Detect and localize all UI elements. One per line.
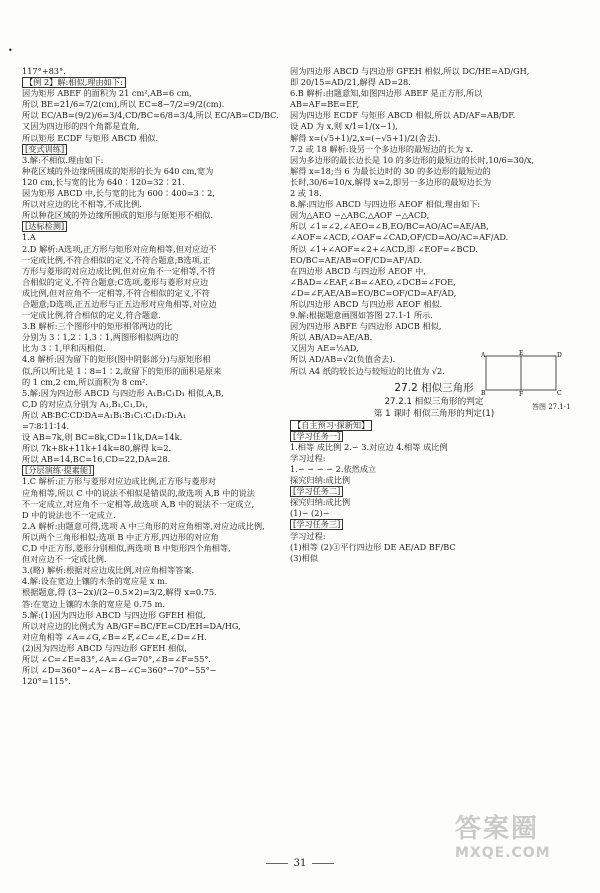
text-line: 所以 A4 纸的较长边与较短边的比值为 √2. bbox=[290, 365, 445, 376]
text-line: 学习过程: bbox=[290, 530, 326, 541]
watermark-logo bbox=[455, 808, 585, 878]
text-line: 1.C 解析:正方形与菱形对应边成比例,正方形与菱形对 bbox=[22, 476, 216, 487]
text-line bbox=[22, 144, 280, 155]
text-line: C,D 的对应点分别为 A₁,B₁,C₁,D₁, bbox=[22, 398, 148, 409]
answer-figure bbox=[480, 350, 562, 400]
text-line: 所以对应边的比不相等,不成比例. bbox=[22, 199, 142, 210]
page-number: 31 bbox=[0, 858, 600, 869]
text-line: 又因为四边形的四个角都是直角, bbox=[22, 121, 140, 132]
label-b: B bbox=[481, 390, 486, 397]
text-line bbox=[290, 486, 578, 497]
label-d: D bbox=[557, 352, 562, 359]
text-line: AB=AF=BE=EF, bbox=[290, 99, 360, 110]
text-line: 又因为 AE=½AD, bbox=[290, 343, 359, 354]
text-line: 2.D 解析:A选项,正方形与矩形对应角相等,但对应边不 bbox=[22, 243, 217, 254]
section-heading: 【例 2】解:相似,理由如下: bbox=[22, 77, 126, 88]
section-title: 27.2.1 相似三角形的判定 bbox=[384, 396, 484, 407]
text-line: C,D 中正方形,菱形分别相似,两选项 B 中矩形四个角相等, bbox=[22, 543, 231, 554]
text-line: 方形与菱形的对应边成比例,但对应角不一定相等,不符 bbox=[22, 265, 216, 276]
text-line: 2 或 18. bbox=[290, 188, 322, 199]
figure-caption: 答图 27.1-1 bbox=[532, 403, 571, 411]
text-line: 8.解:四边形 ABCD 与四边形 AEOF 相似,理由如下: bbox=[290, 199, 481, 210]
text-line: (1)相等 (2)①平行四边形 DE AE/AD BF/BC bbox=[290, 541, 456, 552]
text-line: (1)∽ (2)∽ bbox=[290, 508, 330, 519]
text-line: 所以种花区域的外边缘所围成的矩形与原矩形不相似. bbox=[22, 210, 213, 221]
text-line: 所以 BE=21/6=7/2(cm),所以 EC=8−7/2=9/2(cm). bbox=[22, 99, 225, 110]
text-line: 所以 AB=14,BC=16,CD=22,DA=28. bbox=[22, 454, 171, 465]
text-line: 因为矩形 ABEF 的面积为 21 cm²,AB=6 cm, bbox=[22, 88, 192, 99]
section-heading: [分层演练·提素能] bbox=[22, 465, 94, 476]
text-line: 所以 EC/AB=(9/2)/6=3/4,CD/BC=6/8=3/4,所以 EC/AB=CD/BC. bbox=[22, 110, 279, 121]
text-line bbox=[22, 465, 280, 476]
text-line: 所以 ∠1+∠AOF=∠2+∠ACD,即 ∠EOF=∠BCD. bbox=[290, 243, 478, 254]
text-line: 9.解:根据题意画图如答图 27.1-1 所示. bbox=[290, 310, 433, 321]
section-heading: [学习任务二] bbox=[290, 486, 343, 497]
text-line: 答:在宽边上镶的木条的宽应是 0.75 m. bbox=[22, 598, 165, 609]
text-line: 成比例,但对应角不一定相等,不符合相似的定义,不符 bbox=[22, 287, 210, 298]
lesson-title: 第 1 课时 相似三角形的判定(1) bbox=[373, 408, 495, 419]
text-line: 应角相等,所以 C 中的说法不相似是错误的,故选项 A,B 中的说法 bbox=[22, 487, 255, 498]
text-line bbox=[290, 420, 578, 431]
text-line: 合相似的定义,不符合题意;C选项,菱形与菱形对应边 bbox=[22, 276, 209, 287]
text-line: 学习过程: bbox=[290, 452, 326, 463]
text-line: 4.8 解析:因为留下的矩形(图中阴影部分)与原矩形相 bbox=[22, 354, 211, 365]
text-line: 所以 7k+8k+11k+14k=80,解得 k=2. bbox=[22, 443, 172, 454]
text-line: 6.B 解析:由题意知,如图四边形 ABEF 是正方形,所以 bbox=[290, 88, 483, 99]
section-heading: [达标检测] bbox=[22, 221, 67, 232]
text-line: EO/BC=AE/AB=OF/CD=AF/AD. bbox=[290, 254, 423, 265]
text-line: 根据题意,得 (3−2x)/(2−0.5×2)=3/2,解得 x=0.75. bbox=[22, 587, 217, 598]
text-line: ∠D=∠F,AE/AB=EO/BC=OF/CD=AF/AD, bbox=[290, 287, 457, 298]
text-line: 但对应边不一定成比例. bbox=[22, 554, 107, 565]
text-line: 3.(略) 解析:根据对应边成比例,对应角相等答案. bbox=[22, 565, 195, 576]
text-line: 所以 ∠C=∠E=83°,∠A=∠G=70°,∠B=∠F=55°. bbox=[22, 653, 212, 664]
text-line: 在四边形 ABCD 与四边形 AEOF 中, bbox=[290, 265, 426, 276]
text-line: 不一定成立,对应角不一定相等,故选项 A,B 中的说法不一定成立, bbox=[22, 498, 255, 509]
text-line: (3)相似 bbox=[290, 552, 318, 563]
text-line: 所以 AB∶BC∶CD∶DA=A₁B₁∶B₁C₁∶C₁D₁∶D₁A₁ bbox=[22, 409, 187, 420]
section-heading: 【自主预习·探新知】 bbox=[290, 420, 372, 431]
text-line: 120 cm,长与宽的比为 640∶120=32∶21. bbox=[22, 176, 185, 187]
text-line: 2.A 解析:由题意可得,选项 A 中三角形的对应角相等,对应边成比例, bbox=[22, 520, 265, 531]
text-line bbox=[22, 77, 280, 88]
text-line: 所以 AD/AB=√2(负值舍去). bbox=[290, 354, 396, 365]
text-line: 所以四边形 ABCD 与四边形 AEOF 相似. bbox=[290, 298, 443, 309]
text-line: 合题意;D选项,正五边形与正五边形对应角相等,对应边 bbox=[22, 298, 217, 309]
text-line: 所以 ∠1=∠2,∠AEO=∠B,EO/BC=AO/AC=AE/AB, bbox=[290, 221, 489, 232]
text-line: 的 1 cm,2 cm,所以面积为 8 cm². bbox=[22, 376, 148, 387]
text-line: 1.∽ ∽ ∽ ∽ 2.依然成立 bbox=[290, 464, 377, 474]
text-line: 比为 3∶1,甲和丙相似. bbox=[22, 343, 106, 354]
section-heading: [学习任务三] bbox=[290, 519, 343, 530]
text-line: 1.相等 成比例 2.∽ 3.对应边 4.相等 成比例 bbox=[290, 441, 448, 452]
text-line: ∠AOF=∠ACD,∠OAF=∠CAD,OF/CD=AO/AC=AF/AD. bbox=[290, 232, 509, 243]
text-line: 一定成比例,不符合相似的定义,不符合题意;B选项,正 bbox=[22, 254, 211, 265]
left-column bbox=[22, 66, 280, 687]
text-line: 设 AD 为 x,则 x/1=1/(x−1), bbox=[290, 121, 398, 132]
label-a: A bbox=[481, 352, 486, 359]
watermark-url: MXQE.COM bbox=[455, 845, 551, 861]
text-line: 120°=115°. bbox=[22, 676, 71, 687]
text-line: 因为多边形的最长边长是 10 的多边形的最短边的长时,10/6=30/x, bbox=[290, 154, 534, 165]
text-line: 4.解:设在宽边上镶的木条的宽应是 x m. bbox=[22, 576, 168, 587]
text-line: 因为四边形 ABCD 与四边形 GFEH 相似,所以 DC/HE=AD/GH, bbox=[290, 66, 530, 76]
text-line: 因为矩形 ABCD 中,长与宽的比为 600∶400=3∶2, bbox=[22, 188, 215, 199]
text-line: 一定成比例,符合相似的定义,符合题意. bbox=[22, 310, 161, 321]
text-line: 3.B 解析:三个图形中的矩形相邻两边的比 bbox=[22, 321, 173, 332]
text-line: 所以对应边的比例式为 AB/GF=BC/FE=CD/EH=DA/HG, bbox=[22, 620, 241, 631]
right-column bbox=[290, 66, 578, 564]
text-line: 所以 ∠D=360°−∠A−∠B−∠C=360°−70°−55°− bbox=[22, 665, 217, 676]
corner-mark: • bbox=[8, 46, 13, 55]
label-c: C bbox=[557, 390, 562, 397]
section-heading: [变式训练] bbox=[22, 144, 67, 155]
text-line: 5.解:(1)因为四边形 ABCD 与四边形 GFEH 相似, bbox=[22, 609, 206, 620]
text-line: 1.A bbox=[22, 232, 36, 243]
watermark-text: 答案圈 bbox=[455, 814, 540, 844]
text-line: (2)因为四边形 ABCD 与四边形 GFEH 相似, bbox=[22, 642, 187, 653]
text-line: 探究归纳:成比例 bbox=[290, 475, 351, 486]
text-line bbox=[290, 519, 578, 530]
text-line: 117°+83°. bbox=[22, 66, 66, 76]
text-line bbox=[290, 431, 578, 442]
text-line: 设 AB=7k,则 BC=8k,CD=11k,DA=14k. bbox=[22, 432, 183, 443]
text-line: 因为四边形 ABFE 与四边形 ADCB 相似, bbox=[290, 321, 442, 332]
text-line bbox=[22, 221, 280, 232]
text-line: 解得 x=(√5+1)/2,x=(−√5+1)/2(舍去). bbox=[290, 132, 441, 143]
text-line: 所以两个三角形相似;选项 B 中正方形,四边形的对应角 bbox=[22, 531, 219, 542]
text-line: =7∶8∶11∶14. bbox=[22, 421, 70, 431]
text-line: 即 20/15=AD/21,解得 AD=28. bbox=[290, 77, 411, 88]
text-line: 7.2 或 18 解析:设另一个多边形的最短边的长为 x. bbox=[290, 143, 474, 154]
text-line: 因为△AEO ∽△ABC,△AOF ∽△ACD, bbox=[290, 210, 430, 221]
text-line: 所以矩形 ECDF 与矩形 ABCD 相似. bbox=[22, 132, 159, 143]
text-line: 3.解:不相似.理由如下: bbox=[22, 154, 104, 165]
text-line: D 中的说法也不一定成立. bbox=[22, 509, 116, 520]
chapter-title: 27.2 相似三角形 bbox=[394, 381, 474, 394]
label-e: E bbox=[519, 350, 524, 357]
text-line: 因为四边形 ECDF 与矩形 ABCD 相似,所以 AD/AF=AB/DF. bbox=[290, 110, 516, 121]
text-line: 分别为 3∶1,2∶1,3∶1,两图形相似两边的 bbox=[22, 332, 179, 343]
text-line: 种花区域的外边缘所围成的矩形的长为 640 cm,宽为 bbox=[22, 165, 214, 176]
text-line: 对应角相等 ∠A=∠G,∠B=∠F,∠C=∠E,∠D=∠H. bbox=[22, 631, 207, 642]
text-line: 所以 AB/AD=AE/AB. bbox=[290, 332, 373, 343]
text-line: 5.解:因为四边形 ABCD 与四边形 A₁B₁C₁D₁ 相似,A,B, bbox=[22, 387, 224, 398]
text-line: 似,所以所比是 1∶8=1∶2,故留下的矩形的面积是原来 bbox=[22, 365, 222, 376]
text-line: ∠BAD=∠EAF,∠B=∠AEO,∠DCB=∠FOE, bbox=[290, 276, 456, 287]
text-line: 解得 x=18;当 6 为最长边时的 30 的多边形的最短边的 bbox=[290, 165, 491, 176]
label-f: F bbox=[519, 391, 524, 398]
text-line: 长时,30/6=10/x,解得 x=2,即另一多边形的最短边长为 bbox=[290, 176, 492, 187]
section-heading: [学习任务一] bbox=[290, 431, 343, 442]
text-line: 探究归纳:成比例 bbox=[290, 497, 351, 508]
